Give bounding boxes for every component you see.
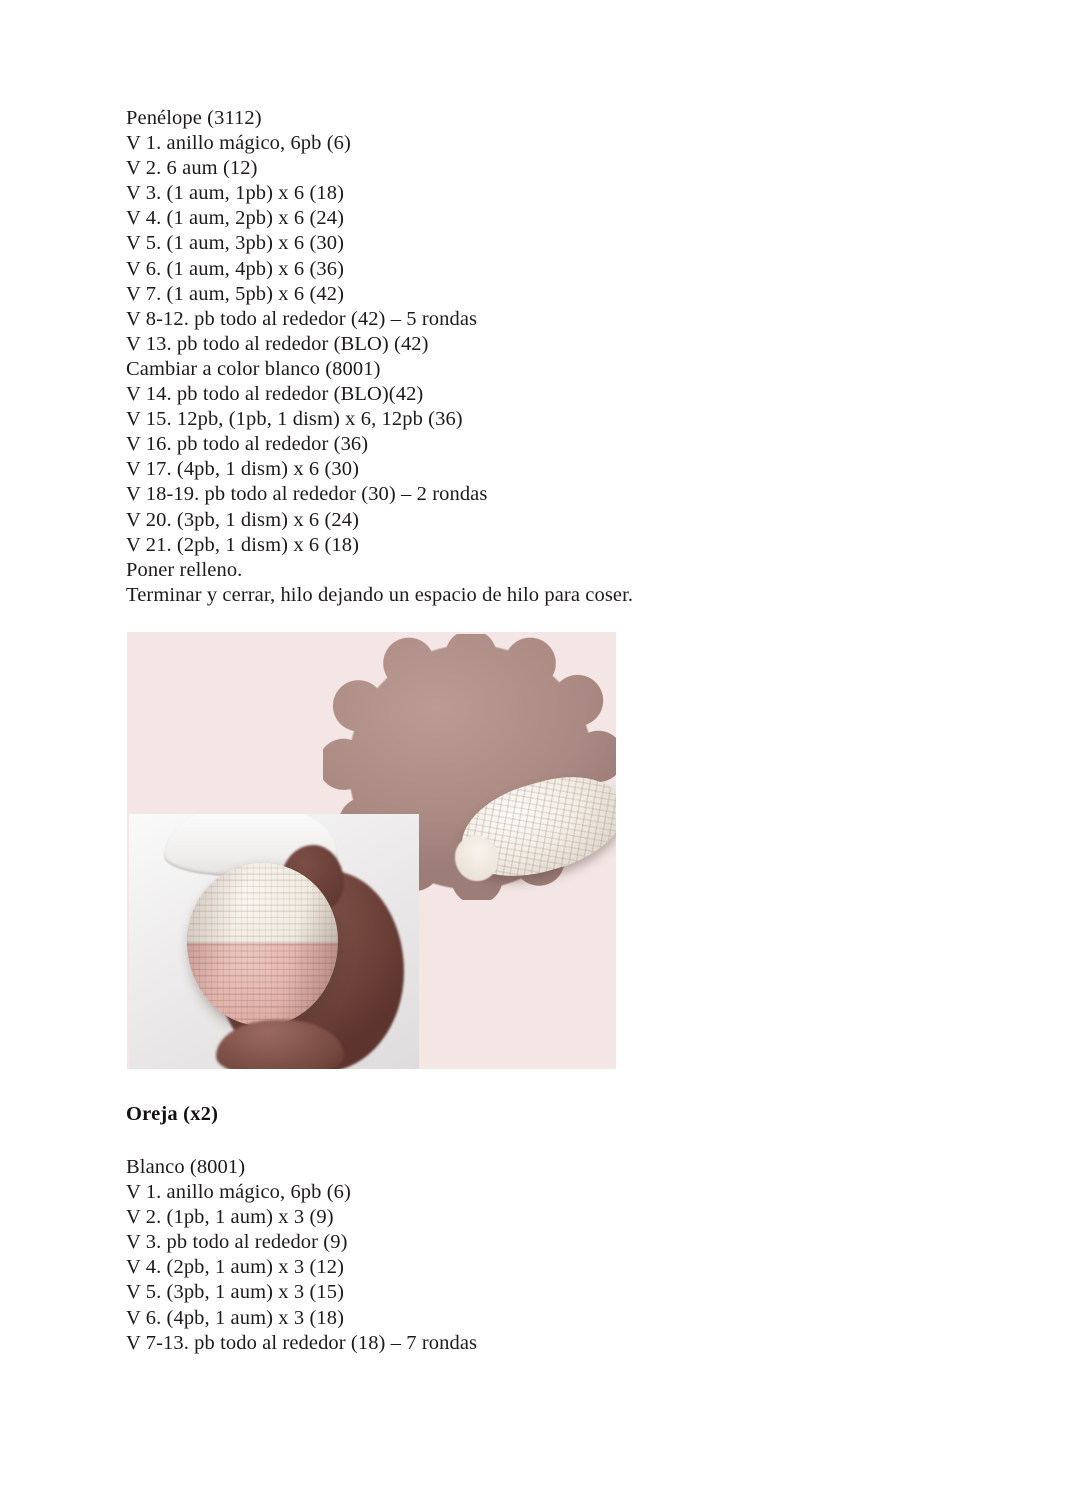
pattern-line: Penélope (3112): [126, 107, 262, 129]
pattern-line: V 8-12. pb todo al rededor (42) – 5 rondas: [126, 307, 478, 330]
pattern-line: V 2. (1pb, 1 aum) x 3 (9): [126, 1206, 334, 1229]
pattern-line: V 17. (4pb, 1 dism) x 6 (30): [126, 458, 360, 481]
pattern-line: Blanco (8001): [126, 1156, 246, 1178]
pattern-line: V 18-19. pb todo al rededor (30) – 2 rondas: [126, 483, 488, 506]
pattern-line: V 6. (4pb, 1 aum) x 3 (18): [126, 1306, 345, 1329]
pattern-line: V 3. (1 aum, 1pb) x 6 (18): [126, 182, 345, 205]
pattern-line: V 14. pb todo al rededor (BLO)(42): [126, 383, 424, 406]
pattern-line: V 5. (1 aum, 3pb) x 6 (30): [126, 232, 345, 255]
pattern-line: V 1. anillo mágico, 6pb (6): [126, 132, 351, 155]
pattern-line: V 20. (3pb, 1 dism) x 6 (24): [126, 508, 360, 531]
pattern-line: V 4. (1 aum, 2pb) x 6 (24): [126, 207, 345, 230]
pattern-line: Cambiar a color blanco (8001): [126, 357, 381, 380]
photo-cutout-head: [129, 814, 419, 1069]
pattern-line: Terminar y cerrar, hilo dejando un espacio de hilo para coser.: [126, 583, 634, 606]
crochet-head-object: [187, 863, 338, 1026]
pattern-line: V 4. (2pb, 1 aum) x 3 (12): [126, 1256, 345, 1279]
pattern-line: V 7-13. pb todo al rededor (18) – 7 rondas: [126, 1331, 478, 1354]
pattern-line: V 7. (1 aum, 5pb) x 6 (42): [126, 282, 345, 305]
pattern-head-text-block: [126, 106, 1006, 608]
pattern-line: V 13. pb todo al rededor (BLO) (42): [126, 332, 429, 355]
pattern-line: V 6. (1 aum, 4pb) x 6 (36): [126, 257, 345, 280]
pattern-line: Poner relleno.: [126, 558, 243, 581]
pattern-ear-text-block: [126, 1155, 1006, 1356]
pattern-line: V 1. anillo mágico, 6pb (6): [126, 1181, 351, 1204]
pattern-line: V 2. 6 aum (12): [126, 157, 258, 180]
pattern-line: V 15. 12pb, (1pb, 1 dism) x 6, 12pb (36): [126, 408, 463, 431]
pattern-line: V 16. pb todo al rededor (36): [126, 433, 369, 456]
pattern-photo: [127, 632, 616, 1069]
section-heading-oreja: Oreja (x2): [126, 1103, 219, 1125]
scallop-content-clip: [129, 814, 419, 1069]
pattern-line: V 3. pb todo al rededor (9): [126, 1231, 348, 1254]
pattern-line: V 5. (3pb, 1 aum) x 3 (15): [126, 1281, 345, 1304]
pattern-line: V 21. (2pb, 1 dism) x 6 (18): [126, 533, 360, 556]
ball-shading: [187, 863, 338, 1026]
